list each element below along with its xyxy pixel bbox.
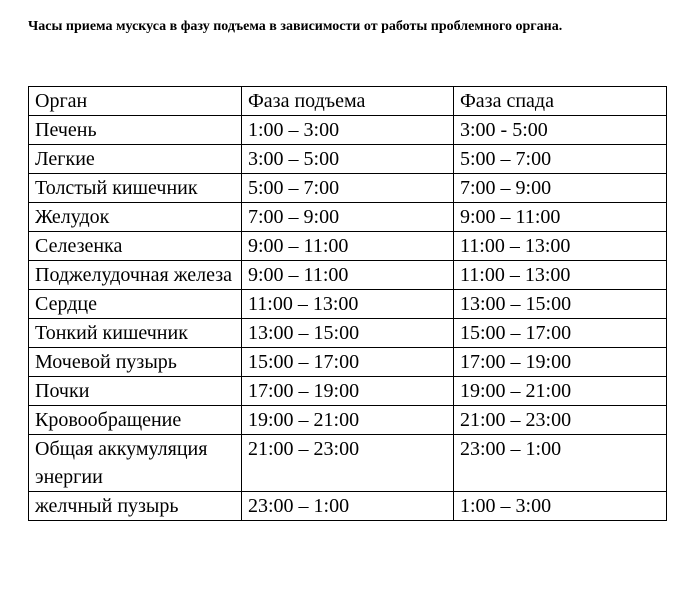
table-row — [29, 435, 667, 492]
organ-cell: Печень — [29, 116, 242, 145]
organ-cell: Кровообращение — [29, 406, 242, 435]
rise-time-cell: 9:00 – 11:00 — [242, 261, 454, 290]
organ-cell: Сердце — [29, 290, 242, 319]
rise-time-cell: 13:00 – 15:00 — [242, 319, 454, 348]
rise-time-cell: 19:00 – 21:00 — [242, 406, 454, 435]
header-rise-phase: Фаза подъема — [242, 87, 454, 116]
fall-time-cell: 19:00 – 21:00 — [454, 377, 667, 406]
fall-time-cell: 17:00 – 19:00 — [454, 348, 667, 377]
table-row — [29, 116, 667, 145]
table-row — [29, 377, 667, 406]
organ-cell: Толстый кишечник — [29, 174, 242, 203]
fall-time-cell: 7:00 – 9:00 — [454, 174, 667, 203]
fall-time-cell: 3:00 - 5:00 — [454, 116, 667, 145]
table-row — [29, 406, 667, 435]
rise-time-cell: 7:00 – 9:00 — [242, 203, 454, 232]
rise-time-cell: 1:00 – 3:00 — [242, 116, 454, 145]
fall-time-cell: 9:00 – 11:00 — [454, 203, 667, 232]
fall-time-cell: 13:00 – 15:00 — [454, 290, 667, 319]
rise-time-cell: 23:00 – 1:00 — [242, 492, 454, 521]
table-row — [29, 348, 667, 377]
organ-cell: Тонкий кишечник — [29, 319, 242, 348]
table-row — [29, 319, 667, 348]
fall-time-cell: 15:00 – 17:00 — [454, 319, 667, 348]
document-title: Часы приема мускуса в фазу подъема в зависимости от работы проблемного органа. — [28, 19, 563, 34]
table-row — [29, 290, 667, 319]
table-header-row — [29, 87, 667, 116]
fall-time-cell: 23:00 – 1:00 — [454, 435, 667, 492]
fall-time-cell: 11:00 – 13:00 — [454, 261, 667, 290]
fall-time-cell: 5:00 – 7:00 — [454, 145, 667, 174]
organ-cell: Селезенка — [29, 232, 242, 261]
rise-time-cell: 15:00 – 17:00 — [242, 348, 454, 377]
table-row — [29, 174, 667, 203]
organ-schedule-table — [28, 86, 667, 521]
fall-time-cell: 1:00 – 3:00 — [454, 492, 667, 521]
organ-cell: Поджелудочная железа — [29, 261, 242, 290]
table-row — [29, 232, 667, 261]
rise-time-cell: 21:00 – 23:00 — [242, 435, 454, 492]
header-fall-phase: Фаза спада — [454, 87, 667, 116]
rise-time-cell: 5:00 – 7:00 — [242, 174, 454, 203]
table-row — [29, 492, 667, 521]
table-row — [29, 261, 667, 290]
rise-time-cell: 3:00 – 5:00 — [242, 145, 454, 174]
organ-cell: Общая аккумуляция энергии — [29, 435, 242, 492]
rise-time-cell: 17:00 – 19:00 — [242, 377, 454, 406]
organ-cell: Желудок — [29, 203, 242, 232]
organ-cell: Легкие — [29, 145, 242, 174]
rise-time-cell: 11:00 – 13:00 — [242, 290, 454, 319]
organ-cell: желчный пузырь — [29, 492, 242, 521]
organ-cell: Мочевой пузырь — [29, 348, 242, 377]
table-row — [29, 203, 667, 232]
rise-time-cell: 9:00 – 11:00 — [242, 232, 454, 261]
table-row — [29, 145, 667, 174]
organ-cell: Почки — [29, 377, 242, 406]
header-organ: Орган — [29, 87, 242, 116]
fall-time-cell: 11:00 – 13:00 — [454, 232, 667, 261]
fall-time-cell: 21:00 – 23:00 — [454, 406, 667, 435]
